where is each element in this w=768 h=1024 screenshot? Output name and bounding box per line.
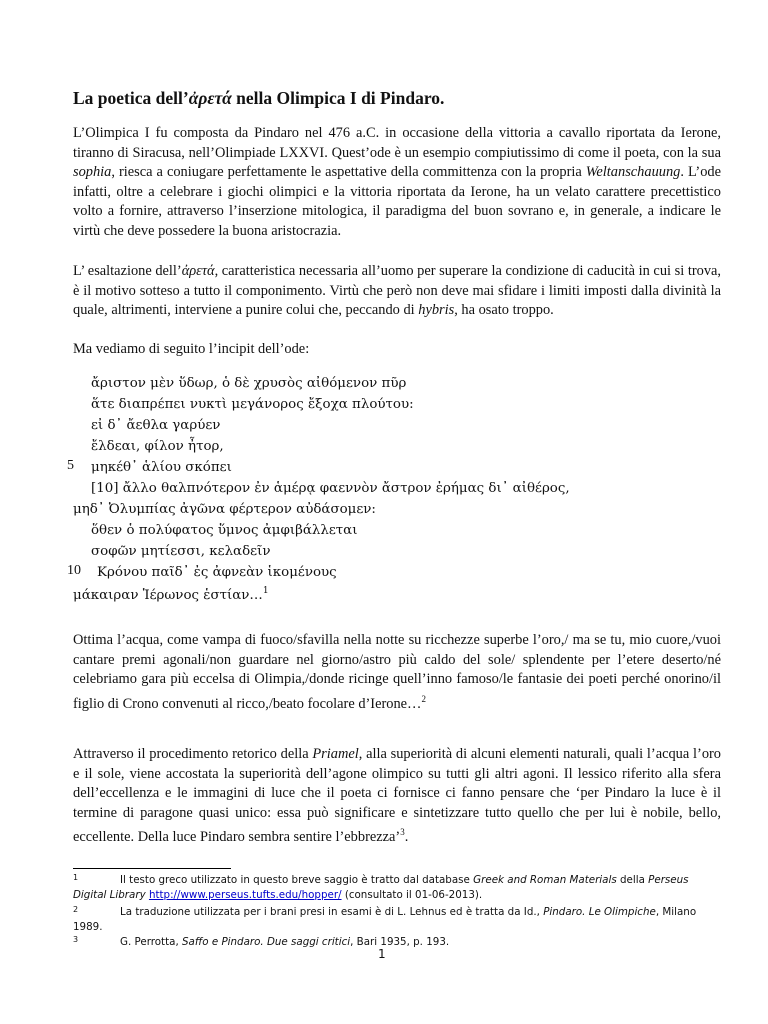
italic-term: Priamel — [312, 746, 359, 762]
paragraph-text: Attraverso il procedimento retorico della — [73, 746, 313, 762]
paragraph-intro — [73, 124, 721, 241]
paragraph-translation — [73, 631, 721, 714]
italic-term: hybris — [418, 302, 455, 318]
poem-line-last — [73, 586, 269, 603]
poem-line: [10] ἄλλο θαλπνότερον ἐν ἁμέρᾳ φαεννὸν ἄστρον ἐρήμας δι᾽ αἰθέρος, — [91, 481, 570, 496]
poem-line: ἅτε διαπρέπει νυκτὶ μεγάνορος ἔξοχα πλούτου: — [91, 397, 414, 412]
poem-line: ἄριστον μὲν ὕδωρ, ὁ δὲ χρυσὸς αἰθόμενον πῦρ — [91, 376, 407, 391]
footnote-part: , Milano 1989. — [73, 906, 697, 933]
poem-line: ὅθεν ὁ πολύφατος ὕμνος ἀμφιβάλλεται — [91, 523, 358, 538]
poem-line: μηδ᾽ Ὀλυμπίας ἀγῶνα φέρτερον αὐδάσομεν: — [73, 502, 376, 517]
footnote-number: 2 — [73, 905, 79, 914]
footnote-part: La traduzione utilizzata per i brani presi in esami è di L. Lehnus ed è tratta da Id., — [120, 906, 544, 918]
paragraph-text: , riesca a coniugare perfettamente le aspettative della committenza con la propria — [111, 164, 586, 180]
italic-term: sophia — [73, 164, 112, 180]
title-prefix: La poetica dell’ — [73, 88, 189, 108]
footnote-number: 3 — [73, 935, 79, 944]
italic-term: Weltanschauung — [585, 164, 681, 180]
footnote-ref[interactable]: 1 — [262, 586, 269, 596]
footnote-italic: Saffo e Pindaro. Due saggi critici — [182, 936, 351, 948]
footnote-part: Il testo greco utilizzato in questo breve saggio è tratto dal database — [120, 874, 474, 886]
title-greek-word: ἀρετά — [188, 88, 232, 108]
paragraph-text: , alla superiorità di alcuni elementi naturali, quali l’acqua l’oro e il sole, viene accostata la superiorità dell’agone olimpico su tutti gli altri agoni. Il lessico riferito alla sfera dell’eccellenza e le immagini di luce che il poeta ci fornisce ci fanno pensare che ‘per Pindaro la luce è il termine di paragone quasi unico: essa può significare e sintetizzare tutto quello che per lui è nobile, bello, eccellente. Della luce Pindaro sembra sentire l’ebbrezza’ — [73, 746, 721, 845]
footnote-text — [73, 935, 723, 950]
paragraph-text: L’ esaltazione dell’ — [73, 263, 182, 279]
footnote-ref[interactable]: 2 — [421, 693, 426, 704]
line-number: 10 — [67, 563, 81, 578]
paragraph-text: L’Olimpica I fu composta da Pindaro nel 476 a.C. in occasione della vittoria a cavallo riportata da Ierone, tiranno di Siracusa, nell’Olimpiade LXXVI. Quest’ode è un esempio compiutissimo di come il poeta, con la sua — [73, 125, 721, 161]
poem-line: μηκέθ᾽ ἁλίου σκόπει — [91, 460, 232, 475]
title-suffix: nella Olimpica I di Pindaro. — [231, 88, 445, 108]
footnote-italic: Pindaro. Le Olimpiche — [543, 906, 656, 918]
footnote-part: , Bari 1935, p. 193. — [350, 936, 450, 948]
footnote-part: G. Perrotta, — [120, 936, 182, 948]
poem-line: σοφῶν μητίεσσι, κελαδεῖν — [91, 544, 271, 559]
perseus-link[interactable]: http://www.perseus.tufts.edu/hopper/ — [148, 889, 342, 901]
footnote-2 — [73, 905, 723, 935]
footnote-ref[interactable]: 3 — [400, 827, 405, 837]
greek-term: ἀρετά — [181, 263, 215, 279]
footnote-number: 1 — [73, 873, 79, 882]
footnote-1 — [73, 873, 723, 903]
line-number: 5 — [67, 458, 74, 473]
footnote-italic: Perseus Digital Library — [73, 874, 689, 901]
page-title — [73, 88, 713, 109]
poem-line: εἰ δ᾽ ἄεθλα γαρύεν — [91, 418, 221, 433]
poem-line-text: μάκαιραν Ἱέρωνος ἑστίαν… — [73, 588, 263, 603]
footnote-italic: Greek and Roman Materials — [473, 874, 617, 886]
footnote-part: della — [616, 874, 649, 886]
footnote-3 — [73, 935, 723, 950]
footnote-part: (consultato il 01-06-2013). — [341, 889, 483, 901]
footnote-text — [73, 905, 723, 935]
paragraph-incipit-intro: Ma vediamo di seguito l’incipit dell’ode: — [73, 341, 310, 357]
footnote-text — [73, 873, 723, 903]
poem-line: ἔλδεαι, φίλον ἦτορ, — [91, 439, 224, 454]
page-number: 1 — [378, 947, 386, 961]
translation-text: Ottima l’acqua, come vampa di fuoco/sfavilla nella notte su ricchezze superbe l’oro,/ ma se tu, mio cuore,/vuoi cantare premi agonali/non guardare nel giorno/astro più caldo del sole/ splendente per l’etere deserto/né celebriamo gara più eccelsa di Olimpia,/donde ricinge quell’inno famoso/le fantasie dei poeti perché onorino/il figlio di Crono convenuti al ricco,/beato focolare d’Ierone… — [73, 632, 721, 712]
paragraph-text: . L’ode infatti, oltre a celebrare i giochi olimpici e la vittoria riportata da Ierone, ha un velato carattere precettistico volto a fornire, attraverso l’inserzione mitologica, il paradigma del buon sovrano e, in generale, a indicare le virtù che deve possedere la buona aristocrazia. — [73, 164, 722, 239]
footnote-separator — [73, 868, 231, 869]
paragraph-priamel — [73, 745, 721, 848]
paragraph-text: , ha osato troppo. — [454, 302, 554, 318]
paragraph-text: . — [404, 829, 409, 845]
paragraph-areta — [73, 262, 721, 321]
poem-line: Κρόνου παῖδ᾽ ἐς ἀφνεὰν ἱκομένους — [97, 565, 337, 580]
paragraph-text: , caratteristica necessaria all’uomo per superare la condizione di caducità in cui si trova, è il motivo sotteso a tutto il componimento. Virtù che però non deve mai sfidare i limiti imposti dalla divinità la quale, altrimenti, interviene a punire colui che, peccando di — [73, 263, 721, 318]
